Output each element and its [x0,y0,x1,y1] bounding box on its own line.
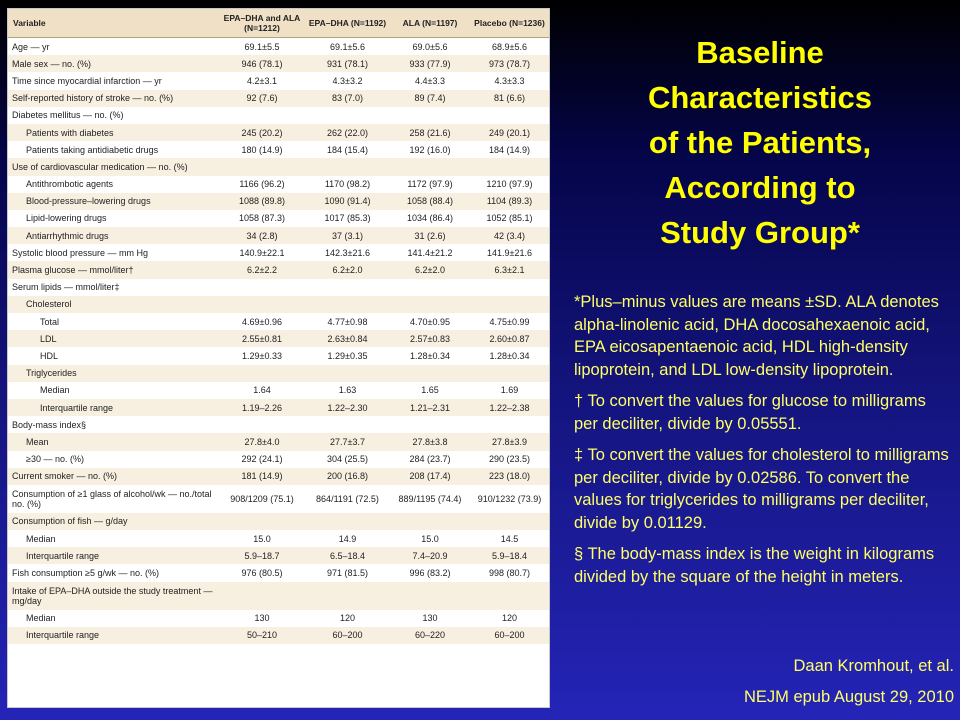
table-cell: 1.22–2.38 [470,399,549,416]
table-cell: 6.2±2.0 [305,261,390,278]
table-cell: 1.69 [500,385,519,396]
table-cell: 130 [422,613,438,624]
table-row [8,176,549,193]
table-row [8,158,549,175]
table-cell: 192 (16.0) [409,144,451,155]
table-cell [390,582,470,610]
table-cell: 68.9±5.6 [492,41,527,52]
table-cell: 1172 (97.9) [407,179,453,190]
table-cell [470,582,549,610]
table-cell: 31 (2.6) [390,227,470,244]
table-cell: 1.64 [253,385,271,396]
row-label: Interquartile range [8,627,219,644]
table-row [8,433,549,450]
table-cell [305,279,390,296]
table-cell: 60–220 [390,627,470,644]
table-cell: 1.28±0.34 [489,350,530,361]
table-cell [390,416,470,433]
row-label: Median [26,533,56,544]
table-cell: 908/1209 (75.1) [230,493,294,504]
table-cell: 284 (23.7) [409,454,451,465]
table-cell [305,582,390,610]
table-cell: 6.2±2.0 [390,261,470,278]
row-label: Interquartile range [8,399,219,416]
table-row [8,485,549,513]
row-label: Plasma glucose — mmol/liter† [8,261,219,278]
table-cell [470,365,549,382]
table-cell: 6.3±2.1 [470,261,549,278]
table-cell: 946 (78.1) [219,55,305,72]
table-cell [219,416,305,433]
table-cell: 69.1±5.6 [330,41,365,52]
table-row [8,38,549,56]
table-row [8,382,549,399]
row-label: Triglycerides [8,365,219,382]
table-cell: 1058 (88.4) [390,193,470,210]
title-line: Baseline [696,35,824,70]
column-header-variable: Variable [8,9,219,38]
table-row [8,416,549,433]
row-label: Mean [8,433,219,450]
row-label: Age — yr [12,41,50,52]
table-row [8,610,549,627]
slide-title [560,30,960,255]
table-cell: 140.9±22.1 [239,247,285,258]
table-cell: 83 (7.0) [305,90,390,107]
table-cell: 1090 (91.4) [305,193,390,210]
table-cell: 50–210 [219,627,305,644]
table-cell: 27.8±4.0 [219,433,305,450]
table-cell: 1.65 [421,385,439,396]
table-row [8,582,549,610]
table-cell [470,296,549,313]
table-cell: 120 [339,613,356,624]
table-cell [470,107,549,124]
table-cell: 89 (7.4) [390,90,470,107]
table-cell: 4.69±0.96 [242,316,282,327]
table-cell: 1034 (86.4) [406,213,454,224]
table-cell [390,365,470,382]
table-cell: 27.8±3.9 [470,433,549,450]
table-cell [305,107,390,124]
table-cell [470,513,549,530]
table-row [8,468,549,485]
table-cell: 208 (17.4) [390,468,470,485]
table-cell: 223 (18.0) [470,468,549,485]
table-cell [470,158,549,175]
row-label: Blood-pressure–lowering drugs [8,193,219,210]
footnote-glucose: † To convert the values for glucose to milligrams per deciliter, divide by 0.05551. [574,392,926,433]
table-row [8,193,549,210]
table-cell: 1.29±0.33 [242,350,282,361]
table-cell: 1088 (89.8) [219,193,305,210]
table-row [8,513,549,530]
table-cell: 249 (20.1) [470,124,549,141]
table-cell: 864/1191 (72.5) [316,493,379,504]
table-cell: 4.2±3.1 [247,75,277,86]
table-cell [305,158,390,175]
footnotes [574,291,954,597]
table-cell: 290 (23.5) [488,454,531,465]
table-cell: 1058 (87.3) [238,213,286,224]
table-cell: 1.22–2.30 [305,399,390,416]
table-row [8,530,549,547]
table-cell: 60–200 [470,627,549,644]
table-cell [219,296,305,313]
table-cell: 1104 (89.3) [470,193,549,210]
table-cell: 262 (22.0) [305,124,390,141]
table-row [8,279,549,296]
table-cell: 1052 (85.1) [486,213,533,224]
table-row [8,313,549,330]
table-row [8,90,549,107]
table-cell: 15.0 [421,533,439,544]
table-cell: 889/1195 (74.4) [398,493,462,504]
table-cell [390,158,470,175]
table-row [8,296,549,313]
table-cell: 27.7±3.7 [305,433,390,450]
title-line: Study Group* [660,215,860,250]
table-cell: 6.5–18.4 [305,547,390,564]
table-row [8,124,549,141]
column-header-placebo: Placebo (N=1236) [470,9,549,38]
table-cell: 180 (14.9) [241,144,283,155]
title-line: Characteristics [647,80,872,115]
table-cell: 2.57±0.83 [390,330,470,347]
table-row [8,141,549,158]
table-cell: 14.9 [338,533,357,544]
table-cell: 931 (78.1) [305,55,390,72]
table-cell: 81 (6.6) [470,90,549,107]
row-label: ≥30 — no. (%) [26,454,84,465]
table-cell: 184 (15.4) [326,144,369,155]
table-row [8,627,549,644]
table-row [8,547,549,564]
table-row [8,55,549,72]
table-cell: 141.4±21.2 [407,247,453,258]
table-cell: 14.5 [500,533,519,544]
row-label: Lipid-lowering drugs [26,213,107,224]
baseline-characteristics-table-panel [7,8,550,708]
row-label: Interquartile range [8,547,219,564]
table-cell: 37 (3.1) [305,227,390,244]
footnote-bmi: § The body-mass index is the weight in kilograms divided by the square of the height in meters. [574,545,935,586]
table-cell [470,416,549,433]
table-row [8,227,549,244]
table-cell: 60–200 [305,627,390,644]
table-row [8,451,549,468]
row-label: Body-mass index§ [12,419,87,430]
table-cell: 258 (21.6) [390,124,470,141]
title-line: According to [664,170,856,205]
table-cell [390,513,470,530]
column-header-epa-dha: EPA–DHA (N=1192) [305,9,390,38]
table-cell: 1.28±0.34 [410,350,450,361]
row-label: LDL [8,330,219,347]
table-row [8,72,549,89]
table-cell: 998 (80.7) [488,568,531,579]
row-label: Current smoker — no. (%) [8,468,219,485]
table-cell [219,279,305,296]
row-label: Median [40,385,70,396]
table-cell: 1017 (85.3) [324,213,371,224]
row-label: Diabetes mellitus — no. (%) [12,110,124,121]
table-cell: 2.63±0.84 [305,330,390,347]
table-row [8,399,549,416]
title-line: of the Patients, [648,125,872,160]
table-cell: 973 (78.7) [470,55,549,72]
table-cell: 4.77±0.98 [327,316,368,327]
table-cell: 1.63 [338,385,357,396]
table-row [8,261,549,278]
table-cell: 4.75±0.99 [489,316,530,327]
table-cell [219,513,305,530]
table-row [8,365,549,382]
table-cell: 292 (24.1) [241,454,283,465]
table-header-row [8,9,549,38]
table-cell: 971 (81.5) [326,568,369,579]
row-label: Consumption of fish — g/day [8,513,219,530]
table-cell: 1.29±0.35 [327,350,368,361]
table-cell: 910/1232 (73.9) [477,493,542,504]
table-cell: 245 (20.2) [219,124,305,141]
row-label: Patients taking antidiabetic drugs [26,144,159,155]
table-cell: 142.3±21.6 [325,247,370,258]
table-cell: 27.8±3.8 [390,433,470,450]
table-cell [390,296,470,313]
table-cell [305,296,390,313]
table-cell [305,513,390,530]
table-cell: 7.4–20.9 [390,547,470,564]
row-label: Patients with diabetes [8,124,219,141]
table-cell: 2.55±0.81 [219,330,305,347]
row-label: Antiarrhythmic drugs [8,227,219,244]
row-label: Antithrombotic agents [26,179,114,190]
footnote-plus-minus: *Plus–minus values are means ±SD. ALA denotes alpha-linolenic acid, DHA docosahexaenoic acid, EPA eicosapentaenoic acid, HDL high-density lipoprotein, and LDL low-density lipoprotein. [574,293,939,379]
table-body [8,38,549,645]
row-label: Self-reported history of stroke — no. (%) [8,90,219,107]
table-cell: 1.21–2.31 [390,399,470,416]
table-row [8,347,549,364]
table-cell: 2.60±0.87 [470,330,549,347]
table-cell: 34 (2.8) [219,227,305,244]
table-cell: 1170 (98.2) [324,179,371,190]
table-cell: 4.70±0.95 [410,316,450,327]
table-cell: 92 (7.6) [219,90,305,107]
table-cell: 4.4±3.3 [415,75,445,86]
column-header-epa-dha-ala: EPA–DHA and ALA (N=1212) [219,9,305,38]
table-row [8,564,549,581]
table-cell: 120 [501,613,518,624]
table-cell: 5.9–18.4 [470,547,549,564]
table-row [8,210,549,227]
table-cell: 15.0 [253,533,271,544]
row-label: Fish consumption ≥5 g/wk — no. (%) [12,568,159,579]
column-header-ala: ALA (N=1197) [390,9,470,38]
table-cell: 1.19–2.26 [219,399,305,416]
table-cell: 304 (25.5) [326,454,369,465]
table-cell: 69.1±5.5 [244,41,280,52]
table-cell [305,365,390,382]
footnote-lipids: ‡ To convert the values for cholesterol to milligrams per deciliter, divide by 0.02586. To convert the values for triglycerides to milligrams per deciliter, divide by 0.01129. [574,446,949,532]
table-cell: 42 (3.4) [470,227,549,244]
table-row [8,107,549,124]
row-label: Total [40,316,60,327]
row-label: Male sex — no. (%) [8,55,219,72]
table-cell [390,279,470,296]
table-cell [470,279,549,296]
row-label: Intake of EPA–DHA outside the study treatment — mg/day [8,582,219,610]
table-cell [390,107,470,124]
table-cell [305,416,390,433]
table-cell [219,582,305,610]
table-cell [219,158,305,175]
row-label: Consumption of ≥1 glass of alcohol/wk — no./total no. (%) [12,488,212,509]
row-label: Median [26,613,56,624]
table-cell: 5.9–18.7 [219,547,305,564]
table-cell: 69.0±5.6 [412,41,448,52]
table-cell: 200 (16.8) [305,468,390,485]
table-cell: 6.2±2.2 [219,261,305,278]
table-cell [219,365,305,382]
table-cell: 976 (80.5) [241,568,283,579]
table-cell: 1166 (96.2) [239,179,285,190]
row-label: Use of cardiovascular medication — no. (%) [8,158,219,175]
row-label: Cholesterol [8,296,219,313]
baseline-characteristics-table [8,9,549,644]
table-cell: 4.3±3.3 [494,75,525,86]
citation-source: NEJM epub August 29, 2010 [743,688,954,706]
table-cell: 184 (14.9) [488,144,531,155]
table-cell: 933 (77.9) [390,55,470,72]
table-cell: 996 (83.2) [409,568,451,579]
table-cell: 141.9±21.6 [487,247,532,258]
table-cell: 130 [254,613,270,624]
row-label: HDL [40,350,59,361]
table-cell [219,107,305,124]
table-row [8,244,549,261]
table-row [8,330,549,347]
citation-authors: Daan Kromhout, et al. [793,657,954,675]
table-cell: 181 (14.9) [219,468,305,485]
table-cell: 1210 (97.9) [486,179,533,190]
table-cell: 4.3±3.2 [332,75,363,86]
row-label: Serum lipids — mmol/liter‡ [12,282,120,293]
row-label: Systolic blood pressure — mm Hg [12,247,149,258]
row-label: Time since myocardial infarction — yr [12,75,162,86]
